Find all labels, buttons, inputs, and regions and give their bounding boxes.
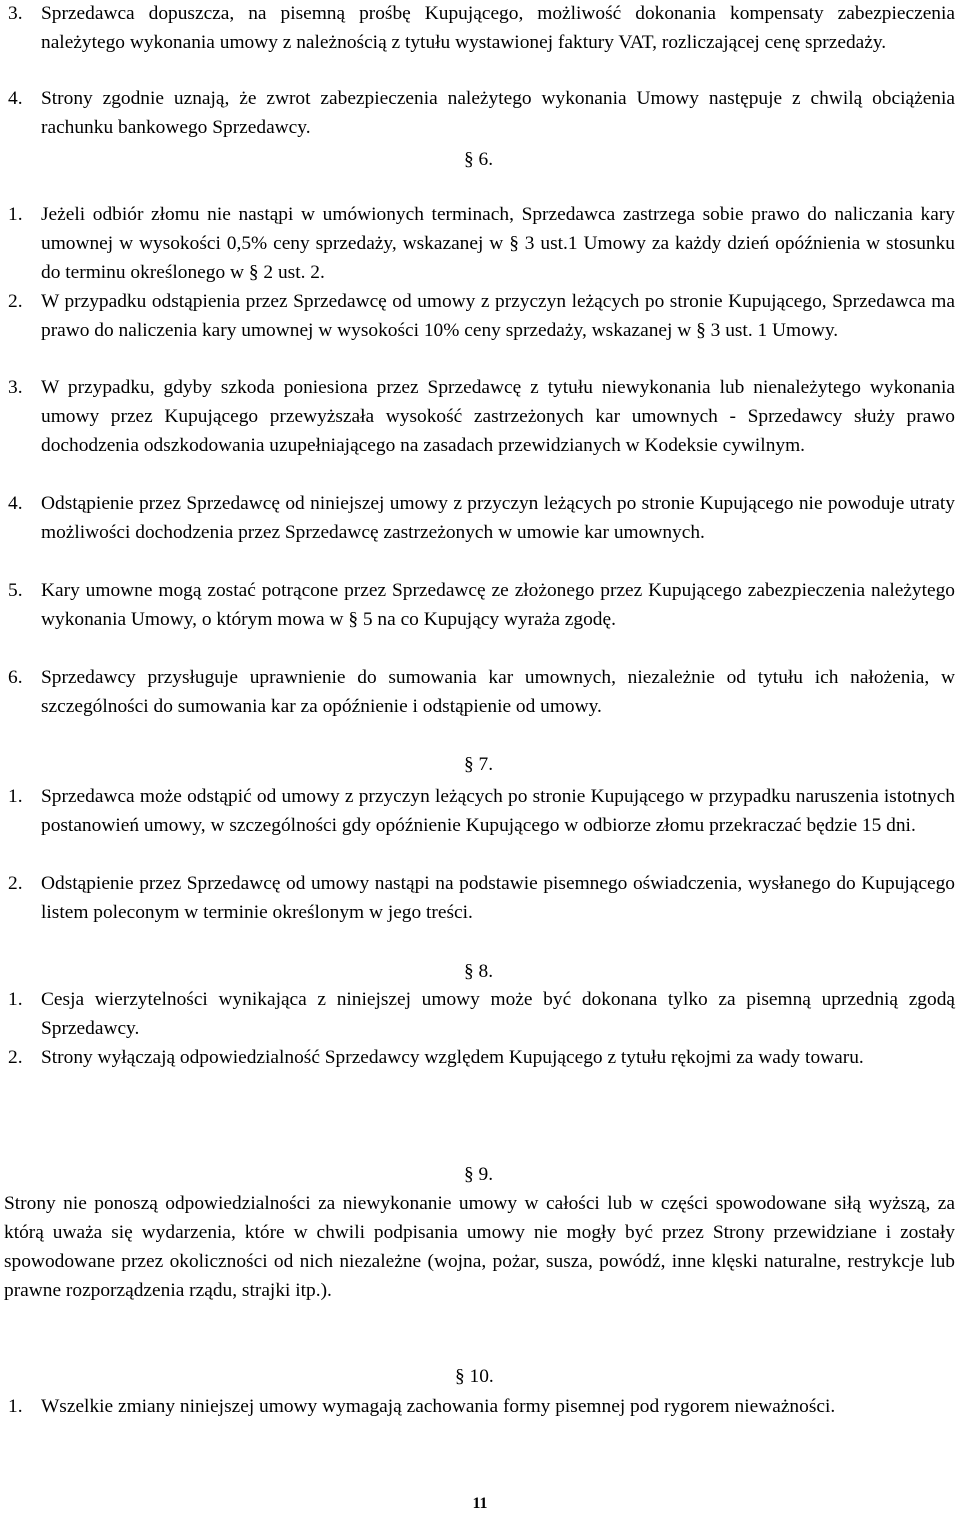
section-heading-8: § 8.	[464, 961, 494, 982]
item-number: 4.	[8, 493, 23, 514]
item-text: Odstąpienie przez Sprzedawcę od umowy nastąpi na podstawie pisemnego oświadczenia, wysłanego do Kupującego listem poleconym w terminie określonym w jego treści.	[41, 873, 955, 923]
item-text: Odstąpienie przez Sprzedawcę od niniejszej umowy z przyczyn leżących po stronie Kupującego nie powoduje utraty możliwości dochodzenia przez Sprzedawcę zastrzeżonych w umowie kar umownych.	[41, 493, 955, 543]
page-number: 11	[472, 1495, 488, 1512]
list-item	[8, 869, 955, 927]
item-text: Cesja wierzytelności wynikająca z niniejszej umowy może być dokonana tylko za pisemną uprzednią zgodą Sprzedawcy.	[41, 989, 955, 1039]
item-text: Sprzedawcy przysługuje uprawnienie do sumowania kar umownych, niezależnie od tytułu ich nałożenia, w szczególności do sumowania kar za opóźnienie i odstąpienie od umowy.	[41, 667, 955, 717]
item-number: 3.	[8, 3, 23, 24]
item-number: 1.	[8, 204, 23, 225]
item-text: Sprzedawca dopuszcza, na pisemną prośbę Kupującego, możliwość dokonania kompensaty zabezpieczenia należytego wykonania umowy z należnością z tytułu wystawionej faktury VAT, rozliczającej cenę sprzedaży.	[41, 3, 955, 53]
item-number: 2.	[8, 291, 23, 312]
list-item	[8, 1043, 955, 1072]
list-item	[8, 576, 955, 634]
item-text: W przypadku odstąpienia przez Sprzedawcę od umowy z przyczyn leżących po stronie Kupującego, Sprzedawca ma prawo do naliczenia kary umownej w wysokości 10% ceny sprzedaży, wskazanej w § 3 ust. 1 Umowy.	[41, 291, 955, 341]
list-item	[8, 985, 955, 1043]
item-text: Strony wyłączają odpowiedzialność Sprzedawcy względem Kupującego z tytułu rękojmi za wady towaru.	[41, 1047, 864, 1068]
item-number: 1.	[8, 1396, 23, 1417]
list-item	[8, 0, 955, 57]
list-item	[8, 373, 955, 460]
section-heading-7: § 7.	[464, 754, 494, 775]
list-item	[8, 663, 955, 721]
list-item	[8, 1392, 955, 1421]
section-heading-9: § 9.	[464, 1164, 494, 1185]
list-item	[8, 287, 955, 345]
item-number: 1.	[8, 786, 23, 807]
item-text: Kary umowne mogą zostać potrącone przez Sprzedawcę ze złożonego przez Kupującego zabezpieczenia należytego wykonania Umowy, o którym mowa w § 5 na co Kupujący wyraża zgodę.	[41, 580, 955, 630]
item-number: 6.	[8, 667, 23, 688]
item-number: 4.	[8, 88, 23, 109]
item-text: Jeżeli odbiór złomu nie nastąpi w umówionych terminach, Sprzedawca zastrzega sobie prawo do naliczania kary umownej w wysokości 0,5% ceny sprzedaży, wskazanej w § 3 ust.1 Umowy za każdy dzień opóźnienia w stosunku do terminu określonego w § 2 ust. 2.	[41, 204, 955, 283]
item-number: 3.	[8, 377, 23, 398]
paragraph: Strony nie ponoszą odpowiedzialności za niewykonanie umowy w całości lub w części spowodowane siłą wyższą, za którą uważa się wydarzenia, które w chwili podpisania umowy nie mogły być przez Strony przewidziane i zostały spowodowane przez okoliczności od nich niezależne (wojna, pożar, susza, powódź, inne klęski naturalne, restrykcje lub prawne rozporządzenia rządu, strajki itp.).	[4, 1193, 955, 1301]
list-item	[8, 782, 955, 840]
item-number: 2.	[8, 873, 23, 894]
list-item	[8, 84, 955, 142]
item-number: 5.	[8, 580, 23, 601]
item-number: 1.	[8, 989, 23, 1010]
item-text: Wszelkie zmiany niniejszej umowy wymagają zachowania formy pisemnej pod rygorem nieważności.	[41, 1396, 836, 1417]
item-text: Sprzedawca może odstąpić od umowy z przyczyn leżących po stronie Kupującego w przypadku naruszenia istotnych postanowień umowy, w szczególności gdy opóźnienie Kupującego w odbiorze złomu przekraczać będzie 15 dni.	[41, 786, 955, 836]
item-text: W przypadku, gdyby szkoda poniesiona przez Sprzedawcę z tytułu niewykonania lub nienależytego wykonania umowy przez Kupującego przewyższała wysokość zastrzeżonych kar umownych - Sprzedawcy służy prawo dochodzenia odszkodowania uzupełniającego na zasadach przewidzianych w Kodeksie cywilnym.	[41, 377, 955, 456]
item-number: 2.	[8, 1047, 23, 1068]
list-item	[8, 489, 955, 547]
section-heading-10: § 10.	[455, 1366, 494, 1387]
section-heading-6: § 6.	[464, 149, 494, 170]
list-item	[8, 200, 955, 287]
item-text: Strony zgodnie uznają, że zwrot zabezpieczenia należytego wykonania Umowy następuje z chwilą obciążenia rachunku bankowego Sprzedawcy.	[41, 88, 955, 138]
